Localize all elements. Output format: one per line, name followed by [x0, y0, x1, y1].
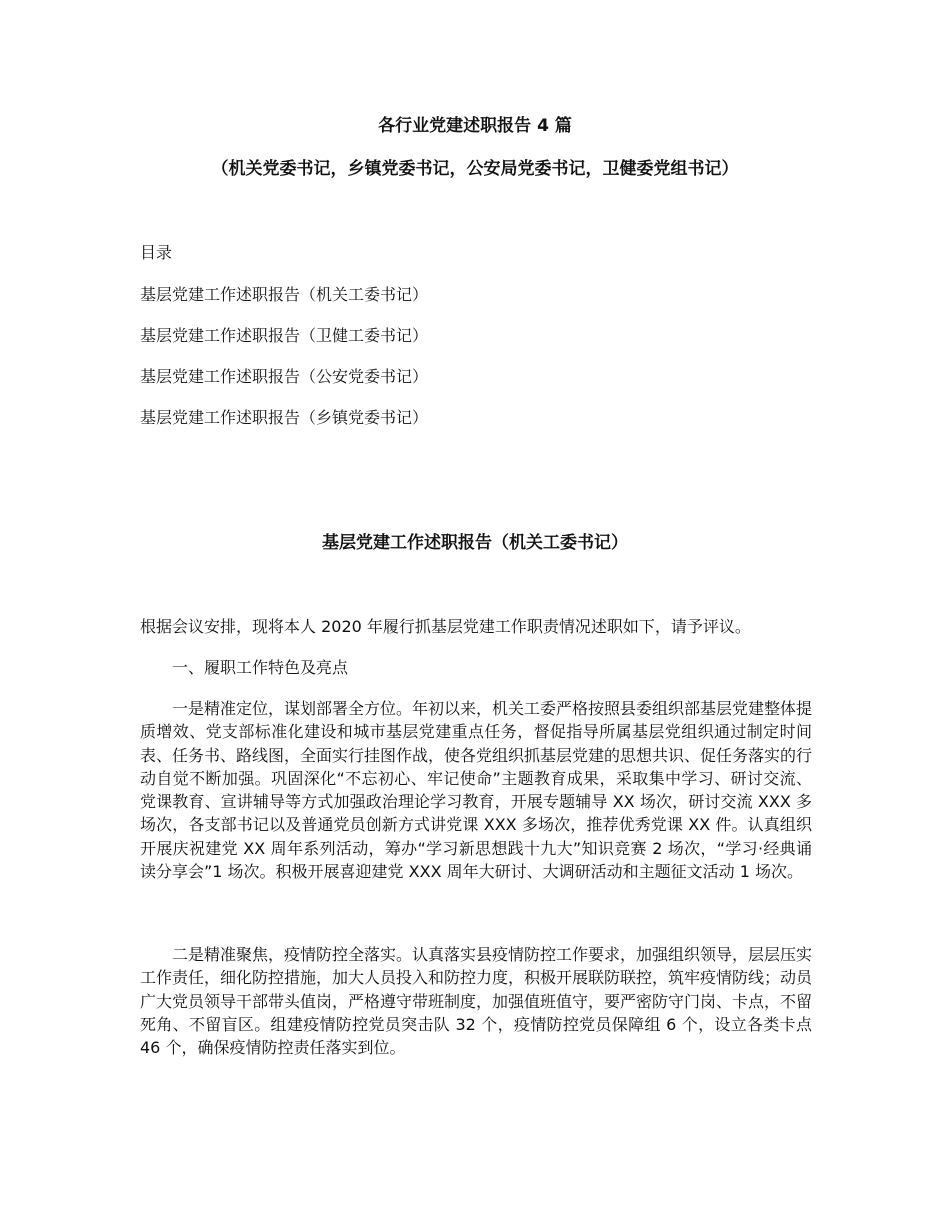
toc-item: 基层党建工作述职报告（公安党委书记）: [140, 367, 429, 386]
intro-paragraph: 根据会议安排，现将本人 2020 年履行抓基层党建工作职责情况述职如下，请予评议。: [140, 617, 751, 636]
section-heading: 基层党建工作述职报告（机关工委书记）: [322, 533, 628, 553]
subheading: 一、履职工作特色及亮点: [172, 658, 349, 677]
toc-item: 基层党建工作述职报告（卫健工委书记）: [140, 326, 429, 345]
document-title: 各行业党建述职报告 4 篇: [378, 116, 572, 136]
document-subtitle: （机关党委书记，乡镇党委书记，公安局党委书记，卫健委党组书记）: [211, 159, 739, 179]
toc-item: 基层党建工作述职报告（乡镇党委书记）: [140, 408, 429, 427]
body-paragraph: 二是精准聚焦，疫情防控全落实。认真落实县疫情防控工作要求，加强组织领导，层层压实工作责任，细化防控措施，加大人员投入和防控力度，积极开展联防联控，筑牢疫情防线；动员广大党员领导干部带头值岗，严格遵守带班制度，加强值班值守，要严密防守门岗、卡点，不留死角、不留盲区。组建疫情防控党员突击队 32 个，疫情防控党员保障组 6 个，设立各类卡点 46 个，确保疫情防控责任落实到位。: [140, 945, 813, 1058]
toc-heading: 目录: [140, 243, 173, 262]
toc-item: 基层党建工作述职报告（机关工委书记）: [140, 285, 429, 304]
body-paragraph: 一是精准定位，谋划部署全方位。年初以来，机关工委严格按照县委组织部基层党建整体提质增效、党支部标准化建设和城市基层党建重点任务，督促指导所属基层党组织通过制定时间表、任务书、路线图，全面实行挂图作战，使各党组织抓基层党建的思想共识、促任务落实的行动自觉不断加强。巩固深化“不忘初心、牢记使命”主题教育成果，采取集中学习、研讨交流、党课教育、宣讲辅导等方式加强政治理论学习教育，开展专题辅导 XX 场次，研讨交流 XXX 多场次，各支部书记以及普通党员创新方式讲党课 XXX 多场次，推荐优秀党课 XX 件。认真组织开展庆祝建党 XX 周年系列活动，筹办“学习新思想践十九大”知识竞赛 2 场次，“学习·经典诵读分享会”1 场次。积极开展喜迎建党 XXX 周年大研讨、大调研活动和主题征文活动 1 场次。: [140, 699, 813, 882]
